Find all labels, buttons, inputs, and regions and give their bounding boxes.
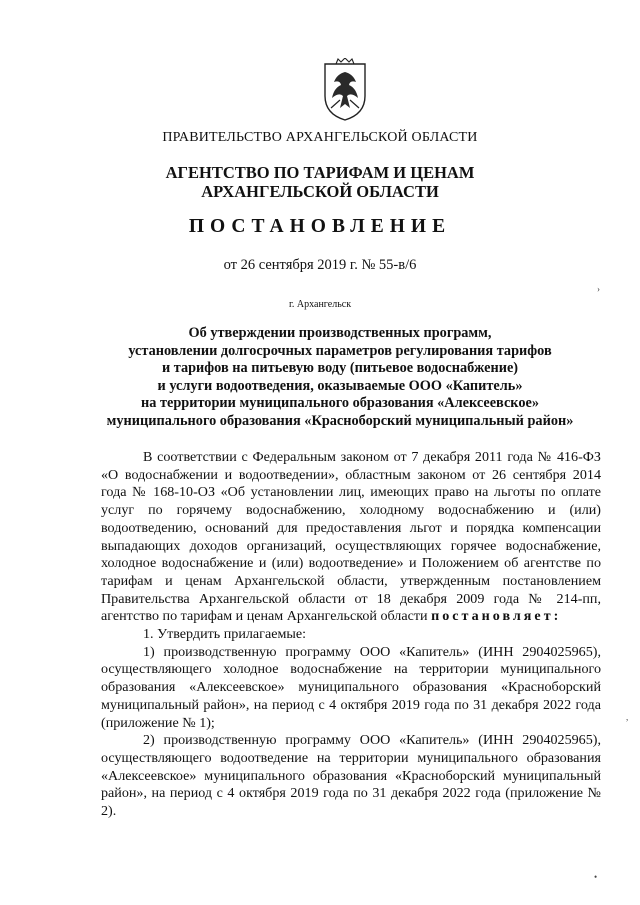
coat-of-arms-emblem (322, 58, 368, 122)
resolves-word: постановляет: (431, 608, 562, 625)
preamble-paragraph (101, 449, 601, 626)
subject-line: установлении долгосрочных параметров регулирования тарифов (128, 342, 552, 359)
scan-speck: , (626, 712, 629, 722)
subject-line: и тарифов на питьевую воду (питьевое водоснабжение) (161, 360, 519, 377)
document-city: г. Архангельск (288, 299, 352, 310)
agency-name-line1: АГЕНТСТВО ПО ТАРИФАМ И ЦЕНАМ (165, 163, 475, 182)
government-name: ПРАВИТЕЛЬСТВО АРХАНГЕЛЬСКОЙ ОБЛАСТИ (162, 130, 478, 145)
subject-line: на территории муниципального образования «Алексеевское» (141, 395, 539, 412)
agency-name (0, 163, 640, 201)
subject-line: Об утверждении производственных программ, (188, 325, 492, 341)
sub-item-1: 1) производственную программу ООО «Капитель» (ИНН 2904025965), осуществляющего холодное водоснабжение на территории муниципального образования «Алексеевское» муниципального образования «Красноборский муниципальный район», на период с 4 октября 2019 года по 31 декабря 2022 года (приложение № 1); (101, 643, 601, 731)
agency-name-line2: АРХАНГЕЛЬСКОЙ ОБЛАСТИ (201, 182, 439, 201)
document-type: ПОСТАНОВЛЕНИЕ (188, 216, 452, 237)
item-1: 1. Утвердить прилагаемые: (143, 626, 307, 643)
document-subject (60, 325, 620, 431)
preamble-text: В соответствии с Федеральным законом от 7 декабря 2011 года № 416-ФЗ «О водоснабжении и водоотведении», областным законом от 26 сентября 2014 года № 168-10-ОЗ «Об установлении лиц, имеющих право на льготы по оплате услуг по горячему водоснабжению, холодному водоснабжению и (или) водоотведению, оснований для предоставления льгот и порядка компенсации выпадающих доходов организаций, осуществляющих горячее водоснабжение, холодное водоснабжение и (или) водоотведение» и Положением об агентстве по тарифам и ценам Архангельской области, утвержденным постановлением Правительства Архангельской области от 18 декабря 2009 года № 214-пп, агентство по тарифам и ценам Архангельской области (101, 449, 601, 625)
sub-item-2: 2) производственную программу ООО «Капитель» (ИНН 2904025965), осуществляющего водоотведение на территории муниципального образования «Алексеевское» муниципального образования «Красноборский муниципальный район», на период с 4 октября 2019 года по 31 декабря 2022 года (приложение № 2). (101, 732, 601, 820)
scan-speck: • (594, 872, 598, 882)
document-body (101, 449, 601, 821)
subject-line: и услуги водоотведения, оказываемые ООО «Капитель» (157, 377, 523, 394)
subject-line: муниципального образования «Красноборский муниципальный район» (106, 412, 574, 429)
document-date-number: от 26 сентября 2019 г. № 55-в/6 (223, 257, 417, 273)
scan-speck: › (597, 284, 600, 294)
